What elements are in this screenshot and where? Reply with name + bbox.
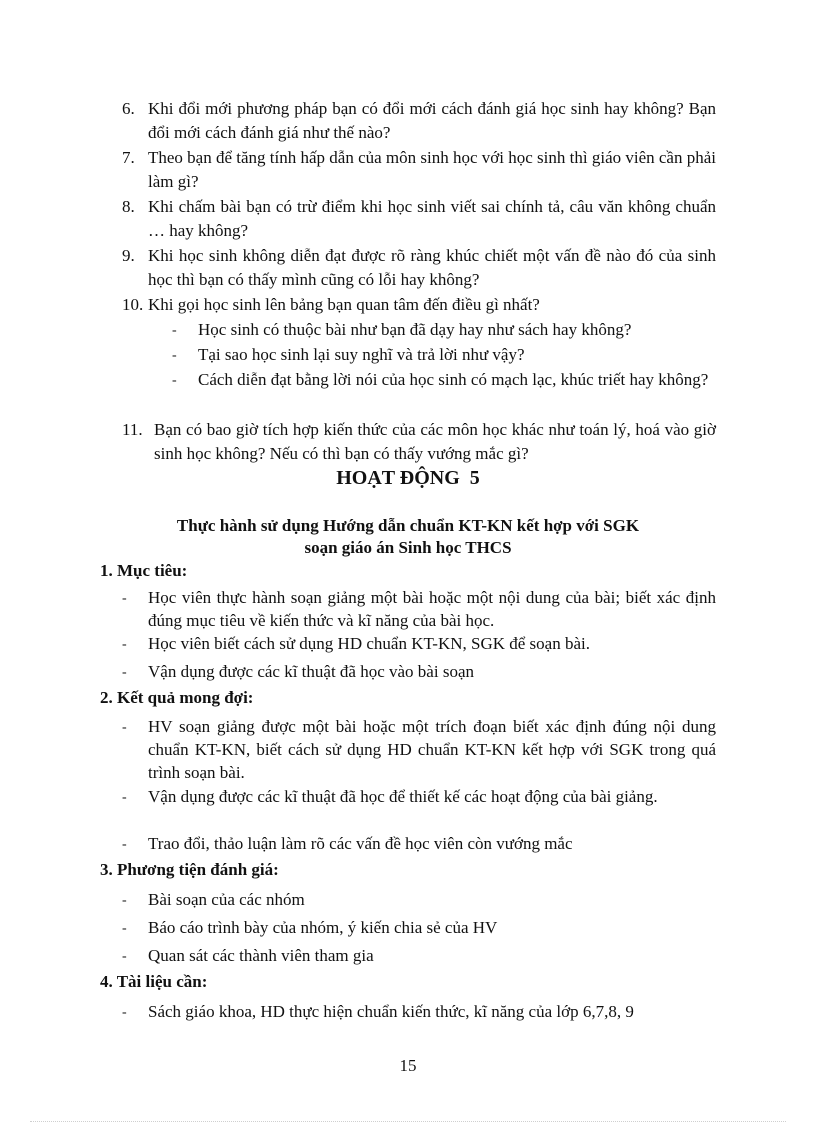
section-list-item: - Học viên biết cách sử dụng HD chuẩn KT-KN, SGK để soạn bài.: [122, 632, 716, 655]
question-10-subitem: - Học sinh có thuộc bài như bạn đã dạy hay như sách hay không?: [172, 318, 716, 341]
dash-bullet-icon: -: [172, 323, 177, 338]
question-number: 6.: [122, 99, 135, 118]
question-7: [122, 146, 716, 194]
question-9: [122, 244, 716, 292]
dash-bullet-icon: -: [122, 949, 127, 964]
question-number: 8.: [122, 197, 135, 216]
question-text: Theo bạn để tăng tính hấp dẫn của môn sinh học với học sinh thì giáo viên cần phải làm gì?: [148, 148, 716, 191]
section-list-item: - Báo cáo trình bày của nhóm, ý kiến chia sẻ của HV: [122, 916, 716, 939]
question-11: [122, 418, 716, 466]
question-text: Khi học sinh không diễn đạt được rõ ràng khúc chiết một vấn đề nào đó của sinh học thì bạn có thấy mình cũng có lỗi hay không?: [148, 246, 716, 289]
question-6: [122, 97, 716, 145]
dash-bullet-icon: -: [122, 921, 127, 936]
question-text: Khi đổi mới phương pháp bạn có đổi mới cách đánh giá học sinh hay không? Bạn đổi mới cách đánh giá như thế nào?: [148, 99, 716, 142]
question-10-subitem: - Tại sao học sinh lại suy nghĩ và trả lời như vậy?: [172, 343, 716, 366]
section-list-item: - Quan sát các thành viên tham gia: [122, 944, 716, 967]
dash-bullet-icon: -: [122, 837, 127, 852]
section-list-item: - Vận dụng được các kĩ thuật đã học vào bài soạn: [122, 660, 716, 683]
page-bottom-divider: [30, 1121, 786, 1122]
section-title-expected-results: 2. Kết quả mong đợi:: [100, 688, 254, 707]
question-number: 11.: [122, 420, 143, 439]
activity-subtitle-line-2: soạn giáo án Sinh học THCS: [304, 538, 512, 557]
dash-bullet-icon: -: [122, 893, 127, 908]
dash-bullet-icon: -: [122, 591, 127, 606]
question-text: Khi chấm bài bạn có trừ điểm khi học sinh viết sai chính tả, câu văn không chuẩn … hay không?: [148, 197, 716, 240]
section-title-objectives: 1. Mục tiêu:: [100, 561, 188, 580]
dash-bullet-icon: -: [122, 637, 127, 652]
question-number: 9.: [122, 246, 135, 265]
dash-bullet-icon: -: [172, 348, 177, 363]
question-number: 7.: [122, 148, 135, 167]
section-list-item: - HV soạn giảng được một bài hoặc một trích đoạn biết xác định đúng nội dung chuẩn KT-KN, biết cách sử dụng HD chuẩn KT-KN kết hợp với SGK trong quá trình soạn bài.: [122, 717, 716, 782]
question-10: [122, 293, 716, 317]
question-8: [122, 195, 716, 243]
question-10-subitem: - Cách diễn đạt bằng lời nói của học sinh có mạch lạc, khúc triết hay không?: [172, 368, 716, 391]
section-list-item: - Bài soạn của các nhóm: [122, 888, 716, 911]
dash-bullet-icon: -: [122, 790, 127, 805]
section-title-materials: 4. Tài liệu cần:: [100, 972, 208, 991]
section-list-item: - Học viên thực hành soạn giảng một bài hoặc một nội dung của bài; biết xác định đúng mục tiêu về kiến thức và kĩ năng của bài học.: [122, 588, 716, 630]
section-title-assessment-means: 3. Phương tiện đánh giá:: [100, 860, 279, 879]
section-list-item: - Vận dụng được các kĩ thuật đã học để thiết kế các hoạt động của bài giảng.: [122, 785, 716, 808]
section-list-item: - Sách giáo khoa, HD thực hiện chuẩn kiến thức, kĩ năng của lớp 6,7,8, 9: [122, 1000, 716, 1023]
question-number: 10.: [122, 295, 144, 314]
question-text: Khi gọi học sinh lên bảng bạn quan tâm đến điều gì nhất?: [148, 295, 540, 314]
question-text: Bạn có bao giờ tích hợp kiến thức của các môn học khác như toán lý, hoá vào giờ sinh học không? Nếu có thì bạn có thấy vướng mắc gì?: [154, 420, 716, 463]
section-list-item: - Trao đổi, thảo luận làm rõ các vấn đề học viên còn vướng mắc: [122, 832, 716, 855]
dash-bullet-icon: -: [172, 373, 177, 388]
page-number: 15: [399, 1056, 417, 1075]
dash-bullet-icon: -: [122, 1005, 127, 1020]
activity-heading: HOẠT ĐỘNG 5: [336, 467, 480, 489]
activity-subtitle-line-1: Thực hành sử dụng Hướng dẫn chuẩn KT-KN kết hợp với SGK: [176, 516, 640, 535]
dash-bullet-icon: -: [122, 665, 127, 680]
dash-bullet-icon: -: [122, 720, 127, 735]
